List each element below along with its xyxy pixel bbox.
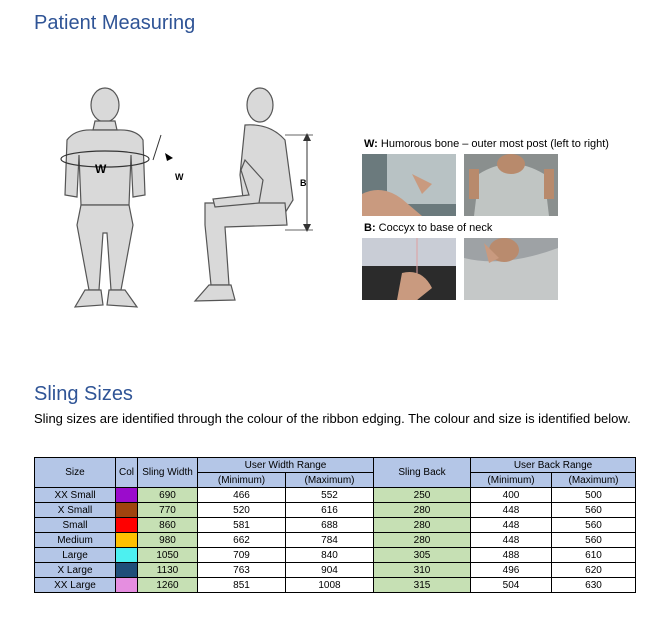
sling-back-cell: 305 — [374, 548, 471, 563]
table-row — [35, 578, 636, 593]
user-width-min-cell: 709 — [198, 548, 286, 563]
table-row — [35, 488, 636, 503]
size-cell: XX Large — [35, 578, 116, 593]
user-width-max-cell: 840 — [286, 548, 374, 563]
header-user-width-range: User Width Range — [198, 458, 374, 473]
header-width-min: (Minimum) — [198, 473, 286, 488]
sling-back-cell: 280 — [374, 518, 471, 533]
sling-width-cell: 860 — [138, 518, 198, 533]
size-cell: X Large — [35, 563, 116, 578]
header-sling-width: Sling Width — [138, 458, 198, 488]
table-row — [35, 563, 636, 578]
header-col: Col — [116, 458, 138, 488]
color-swatch — [116, 518, 138, 533]
header-user-back-range: User Back Range — [471, 458, 636, 473]
user-width-min-cell: 763 — [198, 563, 286, 578]
user-back-min-cell: 448 — [471, 533, 552, 548]
size-cell: Medium — [35, 533, 116, 548]
size-cell: Small — [35, 518, 116, 533]
user-back-max-cell: 560 — [552, 518, 636, 533]
table-row — [35, 503, 636, 518]
sling-width-cell: 770 — [138, 503, 198, 518]
user-back-min-cell: 448 — [471, 503, 552, 518]
w-measure-photo-2 — [464, 154, 558, 216]
section-title: Sling Sizes — [34, 383, 133, 405]
user-width-min-cell: 466 — [198, 488, 286, 503]
user-back-max-cell: 630 — [552, 578, 636, 593]
b-measure-photo-2 — [464, 238, 558, 300]
table-row — [35, 518, 636, 533]
user-width-max-cell: 904 — [286, 563, 374, 578]
patient-measuring-diagram — [45, 85, 320, 325]
user-back-min-cell: 488 — [471, 548, 552, 563]
sling-back-cell: 310 — [374, 563, 471, 578]
w-label-front: W — [95, 162, 107, 176]
header-sling-back: Sling Back — [374, 458, 471, 488]
table-row — [35, 548, 636, 563]
user-back-max-cell: 610 — [552, 548, 636, 563]
sling-back-cell: 280 — [374, 533, 471, 548]
user-back-max-cell: 500 — [552, 488, 636, 503]
sling-width-cell: 1260 — [138, 578, 198, 593]
measuring-photos — [362, 138, 637, 306]
color-swatch — [116, 548, 138, 563]
w-label-side: W — [175, 172, 184, 182]
user-back-min-cell: 496 — [471, 563, 552, 578]
b-label: B — [300, 178, 307, 188]
user-width-max-cell: 552 — [286, 488, 374, 503]
header-width-max: (Maximum) — [286, 473, 374, 488]
color-swatch — [116, 563, 138, 578]
user-width-min-cell: 662 — [198, 533, 286, 548]
b-measure-photo-1 — [362, 238, 456, 300]
user-width-min-cell: 851 — [198, 578, 286, 593]
color-swatch — [116, 578, 138, 593]
user-width-min-cell: 581 — [198, 518, 286, 533]
user-back-max-cell: 560 — [552, 533, 636, 548]
table-row — [35, 533, 636, 548]
sling-width-cell: 980 — [138, 533, 198, 548]
user-back-max-cell: 620 — [552, 563, 636, 578]
user-width-max-cell: 616 — [286, 503, 374, 518]
w-caption: W: Humorous bone – outer most post (left to right) — [364, 138, 609, 150]
sling-width-cell: 1050 — [138, 548, 198, 563]
sling-width-cell: 690 — [138, 488, 198, 503]
color-swatch — [116, 503, 138, 518]
header-size: Size — [35, 458, 116, 488]
size-cell: X Small — [35, 503, 116, 518]
b-caption: B: Coccyx to base of neck — [364, 222, 493, 234]
page-title: Patient Measuring — [34, 12, 196, 34]
color-swatch — [116, 488, 138, 503]
user-back-min-cell: 504 — [471, 578, 552, 593]
user-back-min-cell: 400 — [471, 488, 552, 503]
user-back-max-cell: 560 — [552, 503, 636, 518]
user-width-max-cell: 784 — [286, 533, 374, 548]
sling-back-cell: 315 — [374, 578, 471, 593]
w-measure-photo-1 — [362, 154, 456, 216]
user-width-min-cell: 520 — [198, 503, 286, 518]
user-width-max-cell: 1008 — [286, 578, 374, 593]
sling-back-cell: 280 — [374, 503, 471, 518]
size-cell: XX Small — [35, 488, 116, 503]
header-back-min: (Minimum) — [471, 473, 552, 488]
size-cell: Large — [35, 548, 116, 563]
header-back-max: (Maximum) — [552, 473, 636, 488]
user-width-max-cell: 688 — [286, 518, 374, 533]
intro-text: Sling sizes are identified through the colour of the ribbon edging. The colour and size is identified below. — [34, 411, 631, 426]
sling-sizes-table — [34, 457, 636, 593]
color-swatch — [116, 533, 138, 548]
sling-back-cell: 250 — [374, 488, 471, 503]
user-back-min-cell: 448 — [471, 518, 552, 533]
sling-width-cell: 1130 — [138, 563, 198, 578]
